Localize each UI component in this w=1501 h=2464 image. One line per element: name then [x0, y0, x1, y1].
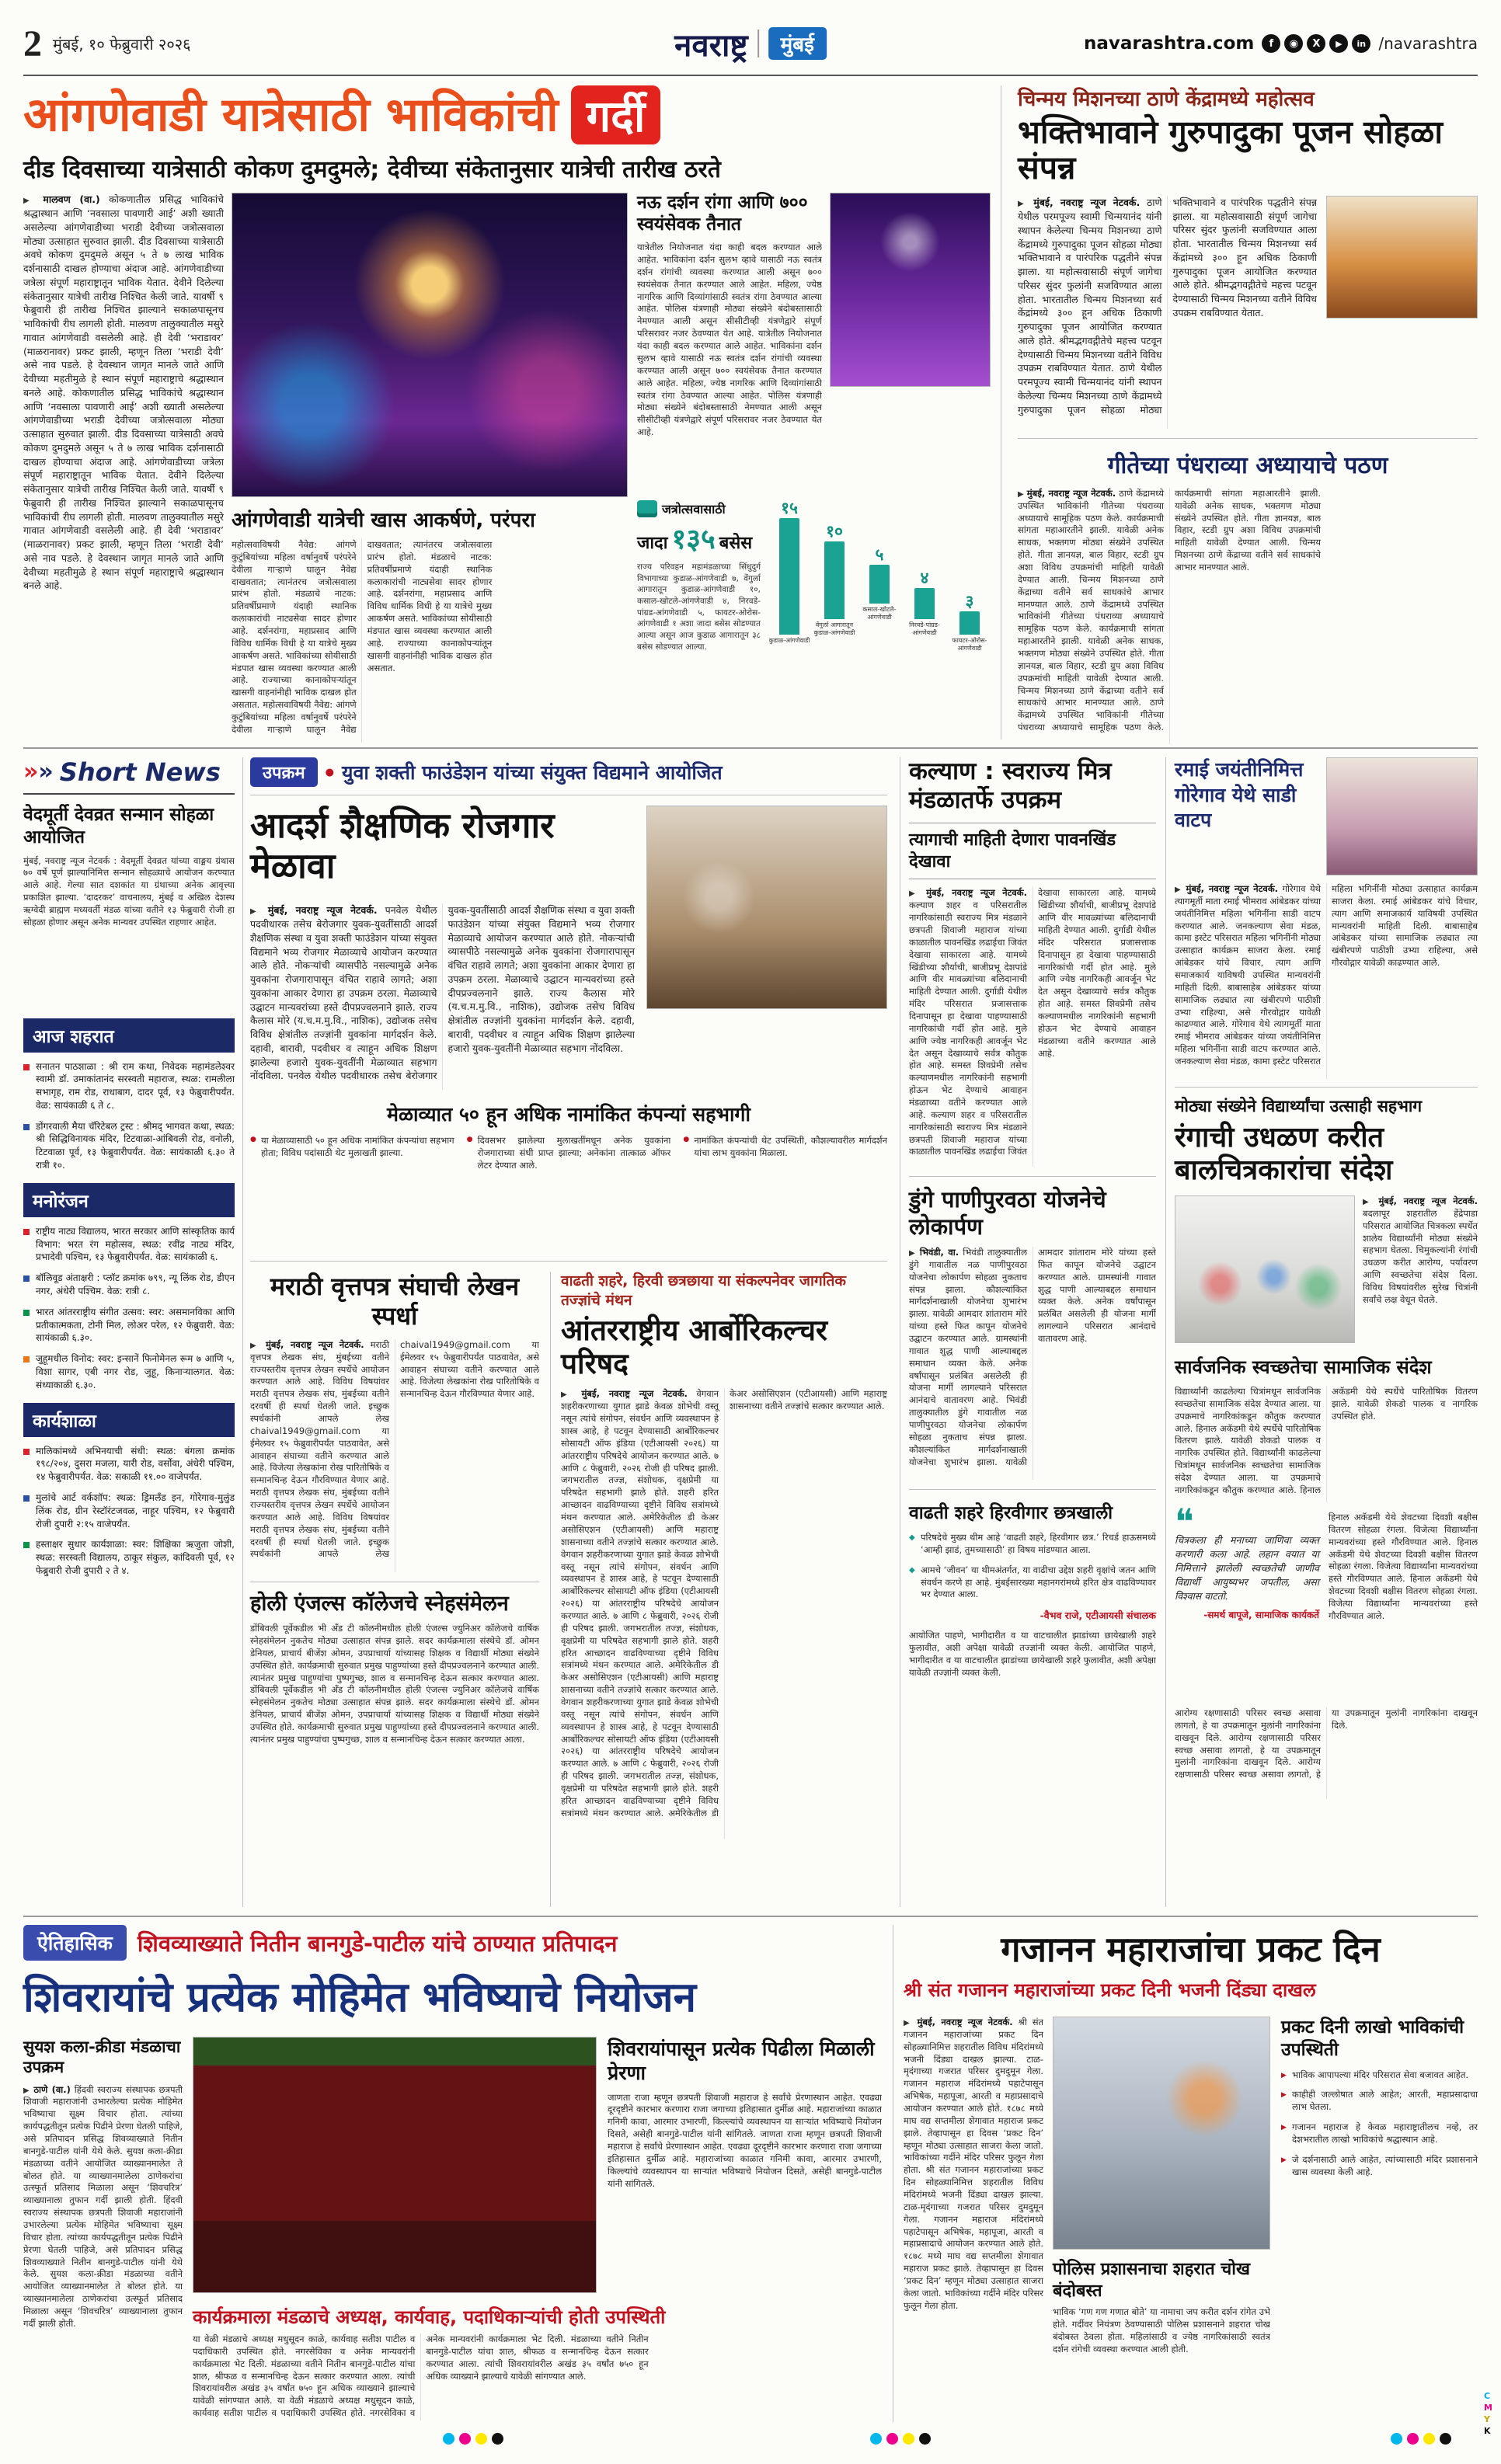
historic-center-column	[608, 2037, 882, 2288]
dateline: मुंबई, नवराष्ट्र न्यूज नेटवर्क.	[1378, 1195, 1478, 1206]
yellow-dot	[1423, 2433, 1435, 2445]
article-kicker: चिन्मय मिशनच्या ठाणे केंद्रामध्ये महोत्सव	[1018, 88, 1315, 111]
arbo-kicker: वाढती शहरे, हिरवी छत्रछाया या संकल्पनेवर जागतिक तज्ज्ञांचे मंथन	[561, 1272, 846, 1309]
gajanan-right-item: ▶ गजानन महाराज हे केवळ महाराष्ट्रातीलच नव्हे, तर देशभरातील लाखो भाविकांचे श्रद्धास्थान आहे.	[1281, 2121, 1478, 2146]
sidebar-article-headline: वेदमूर्ती देवव्रत सन्मान सोहळा आयोजित	[23, 805, 214, 847]
right-column	[1175, 757, 1478, 1907]
dateline: मुंबई, नवराष्ट्र न्यूज नेटवर्क.	[926, 887, 1028, 899]
jobs-headline: आदर्श शैक्षणिक रोजगार मेळावा	[250, 805, 555, 886]
linkedin-icon: in	[1352, 34, 1370, 53]
bullet-icon	[23, 1310, 30, 1316]
bullet-icon	[23, 1276, 30, 1282]
gajanan-body	[904, 2017, 1043, 2409]
chart-bar	[949, 593, 991, 670]
section-title-workshop: कार्यशाळा	[23, 1403, 235, 1437]
marathi-article	[250, 1272, 539, 1907]
bar-value-label: ५	[875, 545, 884, 564]
dateline: ठाणे (वा.)	[33, 2083, 71, 2095]
masthead	[23, 19, 1478, 68]
bullet-icon	[23, 1229, 30, 1235]
dateline: मुंबई, नवराष्ट्र न्यूज नेटवर्क.	[1186, 883, 1279, 894]
bar-rect	[869, 565, 890, 604]
jobs-tag-chip: उपक्रम	[250, 757, 318, 787]
arbo-box-item: ◆ परिषदेचे मुख्य थीम आहे ‘वाढती शहरे, हिरवीगार छत्र.’ रिचर्ड हाऊसमध्ये ‘आम्ही झाडं, तुमच्यासाठी’ हा विषय मांडण्यात आला.	[909, 1532, 1156, 1557]
jobs-photo	[646, 806, 887, 1009]
header-rule	[23, 75, 1478, 76]
divider	[909, 1489, 1156, 1490]
quote-mark-icon: ❝	[1175, 1500, 1194, 1543]
chinmay-article	[1018, 84, 1478, 740]
historic-side-headline: सुयश कला-क्रीडा मंडळाचा उपक्रम	[23, 2038, 181, 2077]
marathi-headline: मराठी वृत्तपत्र संघाची लेखन स्पर्धा	[270, 1272, 520, 1331]
black-dot	[919, 2433, 931, 2445]
list-item-text: मुलांचे आर्ट वर्कशॉप: स्थळ: ड्रिमलँड इन, गोरेगाव-मुलुंड लिंक रोड, ग्रीन रेस्टॉरंटजवळ, नाहूर पश्चिम, १२ फेब्रुवारी रोजी दुपारी २:१५ वाजेपर्यंत.	[36, 1492, 235, 1530]
swachh-headline: सार्वजनिक स्वच्छतेचा सामाजिक संदेश	[1175, 1356, 1432, 1378]
dateline: मुंबई, नवराष्ट्र न्यूज नेटवर्क.	[581, 1388, 688, 1400]
jobs-subhead: मेळाव्यात ५० हून अधिक नामांकित कंपन्यां सहभागी	[387, 1103, 750, 1126]
section-rule	[23, 1916, 1478, 1917]
arbo-box-item: ◆ आमचे ‘जीवन’ या थीमअंतर्गत, या वाढीचा उद्देश शहरी वृक्षांचे जतन आणि संवर्धन करणे हा आहे. मुंबईसारख्या महानगरांमध्ये हरित क्षेत्र वाढविण्यावर भर देण्यात आला.	[909, 1564, 1156, 1602]
cmyk-letter: M	[1484, 2403, 1492, 2413]
lead-body-text: कोकणातील प्रसिद्ध भाविकांचे श्रद्धास्थान आणि ‘नवसाला पावणारी आई’ अशी ख्याती असलेल्या आंगणेवाडीच्या भराडी देवीच्या जत्रोत्सवाला मोठ्या उत्साहात सुरुवात झाली. दीड दिवसाच्या यात्रेसाठी अवघे कोकण दुमदुमले असून ५ ते ७ लाख भाविक दर्शनासाठी दाखल होण्याचा अंदाज आहे. आंगणेवाडीच्या जत्रेला संपूर्ण महाराष्ट्रातून भाविक येतात. देवीने दिलेल्या संकेतानुसार यात्रेची तारीख निश्चित केली जाते. यावर्षी ९ फेब्रुवारी ही तारीख निश्चित झाल्याने सकाळपासूनच भाविकांची रीघ लागली होती. मालवण तालुक्यातील मसुरे गावात आंगणेवाडी वसलेली आहे. ही देवी ‘भराडावर’ (माळरानावर) प्रकट झाली, म्हणून तिला ‘भराडी देवी’ असे नाव पडले. हे देवस्थान जागृत मानले जाते आणि देवीच्या महतीमुळे हे स्थान संपूर्ण महाराष्ट्राचे श्रद्धास्थान बनले आहे. कोकणातील प्रसिद्ध भाविकांचे श्रद्धास्थान आणि ‘नवसाला पावणारी आई’ अशी ख्याती असलेल्या आंगणेवाडीच्या भराडी देवीच्या जत्रोत्सवाला मोठ्या उत्साहात सुरुवात झाली. दीड दिवसाच्या यात्रेसाठी अवघे कोकण दुमदुमले असून ५ ते ७ लाख भाविक दर्शनासाठी दाखल होण्याचा अंदाज आहे. आंगणेवाडीच्या जत्रेला संपूर्ण महाराष्ट्रातून भाविक येतात. देवीने दिलेल्या संकेतानुसार यात्रेची तारीख निश्चित केली जाते. यावर्षी ९ फेब्रुवारी ही तारीख निश्चित झाल्याने सकाळपासूनच भाविकांची रीघ लागली होती. मालवण तालुक्यातील मसुरे गावात आंगणेवाडी वसलेली आहे. ही देवी ‘भराडावर’ (माळरानावर) प्रकट झाली, म्हणून तिला ‘भराडी देवी’ असे नाव पडले. हे देवस्थान जागृत मानले जाते आणि देवीच्या महतीमुळे हे स्थान संपूर्ण महाराष्ट्राचे श्रद्धास्थान बनले आहे.	[23, 193, 224, 592]
historic-center-body: जाणता राजा म्हणून छत्रपती शिवाजी महाराज हे सर्वांचे प्रेरणास्थान आहेत. एवढ्या दूरदृष्टीने कारभार करणारा राजा जगाच्या इतिहासात दुर्मीळ आहे. महाराजांच्या काळात गनिमी कावा, आरमार उभारणी, किल्ल्यांचे व्यवस्थापन या साऱ्यांत भविष्याचे नियोजन दिसते, असेही बानगुडे-पाटील यांनी सांगितले. जाणता राजा म्हणून छत्रपती शिवाजी महाराज हे सर्वांचे प्रेरणास्थान आहेत. एवढ्या दूरदृष्टीने कारभार करणारा राजा जगाच्या इतिहासात दुर्मीळ आहे. महाराजांच्या काळात गनिमी कावा, आरमार उभारणी, किल्ल्यांचे व्यवस्थापन या साऱ्यांत भविष्याचे नियोजन दिसते, असेही बानगुडे-पाटील यांनी सांगितले.	[608, 2091, 882, 2189]
bar-rect	[779, 518, 799, 635]
bullet-icon	[23, 1064, 30, 1070]
cmyk-letter: Y	[1484, 2414, 1490, 2424]
historic-kicker: शिवव्याख्याते नितीन बानगुडे-पाटील यांचे ठाण्यात प्रतिपादन	[137, 1930, 618, 1957]
historic-side-body-text: हिंदवी स्वराज्य संस्थापक छत्रपती शिवाजी महाराजांनी उभारलेल्या प्रत्येक मोहिमेत भविष्याचा सूक्ष्म विचार होता. त्यांच्या कार्यपद्धतीतून प्रत्येक पिढीने प्रेरणा घेतली पाहिजे, असे प्रतिपादन प्रसिद्ध शिवव्याख्याते नितीन बानगुडे-पाटील यांनी येथे केले. सुयश कला-क्रीडा मंडळाच्या वतीने आयोजित व्याख्यानमालेत ते बोलत होते. या व्याख्यानमालेला ठाणेकरांचा उत्स्फूर्त प्रतिसाद मिळाला असून ‘शिवचरित्र’ व्याख्यानाला तुफान गर्दी झाली होती. हिंदवी स्वराज्य संस्थापक छत्रपती शिवाजी महाराजांनी उभारलेल्या प्रत्येक मोहिमेत भविष्याचा सूक्ष्म विचार होता. त्यांच्या कार्यपद्धतीतून प्रत्येक पिढीने प्रेरणा घेतली पाहिजे, असे प्रतिपादन प्रसिद्ध शिवव्याख्याते नितीन बानगुडे-पाटील यांनी येथे केले. सुयश कला-क्रीडा मंडळाच्या वतीने आयोजित व्याख्यानमालेत ते बोलत होते. या व्याख्यानमालेला ठाणेकरांचा उत्स्फूर्त प्रतिसाद मिळाला असून ‘शिवचरित्र’ व्याख्यानाला तुफान गर्दी झाली होती.	[23, 2083, 183, 2329]
gajanan-right-headline: प्रकट दिनी लाखो भाविकांची उपस्थिती	[1281, 2017, 1464, 2060]
list-item-text: मालिकांमध्ये अभिनयाची संधी: स्थळ: बंगला क्रमांक १९८/२०४, दुसरा मजला, यारी रोड, वर्सोवा, अंधेरी पश्चिम, १४ फेब्रुवारीपर्यंत. वेळ: सकाळी ११.०० वाजेपर्यंत.	[36, 1445, 235, 1483]
dateline: मालवण (वा.)	[43, 193, 100, 205]
sidebar-article-body: मुंबई, नवराष्ट्र न्यूज नेटवर्क : वेदमूर्ती देवव्रत यांच्या वाङ्मय ग्रंथास ७० वर्षे पूर्ण झाल्यानिमित्त सन्मान सोहळ्याचे आयोजन करण्यात आले आहे. गेल्या सात दशकांत या ग्रंथाच्या अनेक आवृत्त्या प्रकाशित झाल्या. ‘दादरकर’ वाचनालय, मुंबई व अखिल देशस्थ ऋग्वेदी ब्राह्मण मध्यवर्ती मंडळ यांच्या वतीने १३ फेब्रुवारी रोजी हा सोहळा होणार असून अनेक मान्यवर उपस्थित राहणार आहेत.	[23, 854, 235, 927]
historic-bottom-body: या वेळी मंडळाचे अध्यक्ष मधुसूदन काळे, कार्यवाह सतीश पाटील व पदाधिकारी उपस्थित होते. नगरसेविका व अनेक मान्यवरांनी कार्यक्रमाला भेट दिली. मंडळाच्या वतीने नितीन बानगुडे-पाटील यांचा शाल, श्रीफळ व सन्मानचिन्ह देऊन सत्कार करण्यात आला. त्यांची शिवरायांवरील अखंड ३५ वर्षांत ७५० हून अधिक व्याख्याने झाल्याचे यावेळी सांगण्यात आले. या वेळी मंडळाचे अध्यक्ष मधुसूदन काळे, कार्यवाह सतीश पाटील व पदाधिकारी उपस्थित होते. नगरसेविका व अनेक मान्यवरांनी कार्यक्रमाला भेट दिली. मंडळाच्या वतीने नितीन बानगुडे-पाटील यांचा शाल, श्रीफळ व सन्मानचिन्ह देऊन सत्कार करण्यात आला. त्यांची शिवरायांवरील अखंड ३५ वर्षांत ७५० हून अधिक व्याख्याने झाल्याचे यावेळी सांगण्यात आले.	[193, 2333, 649, 2419]
bar-rect	[959, 611, 980, 635]
lead-photo-temple	[232, 193, 628, 497]
gajanan-right-column	[1281, 2017, 1478, 2187]
lead-headline-row	[23, 84, 991, 146]
list-item	[23, 1225, 235, 1264]
dunge-body-text: भिवंडी तालुक्यातील डुंगे गावातील नळ पाणीपुरवठा योजनेचा लोकार्पण सोहळा नुकताच संपन्न झाला. कौशल्यांकित मार्गदर्शनाखाली योजनेचा शुभारंभ झाला. यावेळी आमदार शांताराम मोरे यांच्या हस्ते फित कापून योजनेचे उद्घाटन करण्यात आले. ग्रामस्थांनी गावात शुद्ध पाणी आल्याबद्दल समाधान व्यक्त केले. अनेक वर्षांपासून प्रलंबित असलेली ही योजना मार्गी लागल्याने परिसरात आनंदाचे वातावरण आहे. भिवंडी तालुक्यातील डुंगे गावातील नळ पाणीपुरवठा योजनेचा लोकार्पण सोहळा नुकताच संपन्न झाला. कौशल्यांकित मार्गदर्शनाखाली योजनेचा शुभारंभ झाला. यावेळी आमदार शांताराम मोरे यांच्या हस्ते फित कापून योजनेचे उद्घाटन करण्यात आले. ग्रामस्थांनी गावात शुद्ध पाणी आल्याबद्दल समाधान व्यक्त केले. अनेक वर्षांपासून प्रलंबित असलेली ही योजना मार्गी लागल्याने परिसरात आनंदाचे वातावरण आहे.	[909, 1246, 1156, 1467]
list-item-text: भारत आंतरराष्ट्रीय संगीत उत्सव: स्वर: असमानविका आणि प्रतीकात्मकता, टोनी मिल, लोअर परेल, १२ फेब्रुवारी. वेळ: सायंकाळी ६.३०.	[36, 1306, 235, 1344]
lead-headline: आंगणेवाडी यात्रेसाठी भाविकांची	[23, 87, 559, 142]
bar-category-label: निरवडे-पांग्रड-आंगणेवाडी	[909, 621, 940, 636]
gajanan-right-item: ▶ जे दर्शनासाठी आले आहेत, त्यांच्यासाठी मंदिर प्रशासनाने खास व्यवस्था केली आहे.	[1281, 2154, 1478, 2179]
gajanan-article	[904, 1925, 1478, 2422]
marathi-body	[250, 1339, 539, 1572]
short-news-header	[23, 757, 235, 795]
bar-category-label: वेंगुर्ला आगारातून कुडाळ-आंगणेवाडी	[813, 621, 855, 636]
yellow-dot	[475, 2433, 487, 2445]
arbo-article	[561, 1272, 887, 1907]
bullet-item: ● या मेळाव्यासाठी ५० हून अधिक नामांकित कंपन्यांचा सहभाग होता; विविध पदांसाठी थेट मुलाखती झाल्या.	[250, 1135, 454, 1251]
rang-headline: रंगाची उधळण करीत बालचित्रकारांचा संदेश	[1175, 1122, 1393, 1187]
bar-value-label: १०	[826, 522, 843, 541]
divider	[1018, 438, 1478, 439]
arbo-box-attribution: -वैभव राजे, एटीआयसी संचालक	[1040, 1610, 1156, 1622]
ramai-article	[1175, 757, 1478, 875]
bus-icon	[637, 500, 657, 517]
gajanan-headline: गजानन महाराजांचा प्रकट दिन	[1001, 1929, 1381, 1970]
dateline: भिवंडी, वा.	[919, 1246, 959, 1258]
cyan-dot	[443, 2433, 454, 2445]
divider	[1175, 1087, 1478, 1088]
magenta-dot	[459, 2433, 471, 2445]
x-icon: X	[1307, 34, 1325, 53]
section-title-today: आज शहरात	[23, 1018, 235, 1053]
lead-story	[23, 84, 991, 740]
bar-value-label: ३	[965, 592, 974, 611]
arbo-theme-box	[909, 1499, 1156, 1723]
bullet-icon	[23, 1449, 30, 1455]
chart-title-post: बसेस	[719, 534, 753, 553]
list-item	[23, 1445, 235, 1484]
rang-body	[1363, 1195, 1478, 1343]
jobs-body-text: पनवेल येथील पदवीधारक तसेच बेरोजगार युवक-युवतींसाठी आदर्श शैक्षणिक संस्था व युवा शक्ती फाउंडेशन यांच्या संयुक्त विद्यमाने भव्य रोजगार मेळाव्याचे आयोजन करण्यात आले होते. नोकऱ्यांची व्यासपीठे नसल्यामुळे अनेक युवकांना रोजगारापासून वंचित राहावे लागते; अशा युवकांना आकार देणारा हा उपक्रम ठरला. मेळाव्याचे उद्घाटन मान्यवरांच्या हस्ते दीपप्रज्वलनाने झाले. राज्य कैलास मोरे (य.च.म.मु.वि., नाशिक), उद्योजक तसेच विविध क्षेत्रांतील तज्ज्ञांनी युवकांना मार्गदर्शन केले. दहावी, बारावी, पदवीधर व त्याहून अधिक शिक्षण झालेल्या हजारो युवक-युवतींनी मेळाव्यात सहभाग नोंदविला. पनवेल येथील पदवीधारक तसेच बेरोजगार युवक-युवतींसाठी आदर्श शैक्षणिक संस्था व युवा शक्ती फाउंडेशन यांच्या संयुक्त विद्यमाने भव्य रोजगार मेळाव्याचे आयोजन करण्यात आले होते. नोकऱ्यांची व्यासपीठे नसल्यामुळे अनेक युवकांना रोजगारापासून वंचित राहावे लागते; अशा युवकांना आकार देणारा हा उपक्रम ठरला. मेळाव्याचे उद्घाटन मान्यवरांच्या हस्ते दीपप्रज्वलनाने झाले. राज्य कैलास मोरे (य.च.म.मु.वि., नाशिक), उद्योजक तसेच विविध क्षेत्रांतील तज्ज्ञांनी युवकांना मार्गदर्शन केले. दहावी, बारावी, पदवीधर व त्याहून अधिक शिक्षण झालेल्या हजारो युवक-युवतींनी मेळाव्यात सहभाग नोंदविला.	[250, 904, 635, 1082]
kids-photo	[1175, 1195, 1355, 1343]
list-item	[23, 1491, 235, 1530]
divider	[909, 1176, 1156, 1177]
facebook-icon: f	[1262, 34, 1280, 53]
arbo-box-tail: आयोजित पाहणे, भागीदारीत व या वाटचालीत झाडांच्या छायेखाली शहरे फुलावीत, अशी अपेक्षा यावेळी तज्ज्ञांनी व्यक्त केली. आयोजित पाहणे, भागीदारीत व या वाटचालीत झाडांच्या छायेखाली शहरे फुलावीत, अशी अपेक्षा यावेळी तज्ज्ञांनी व्यक्त केली.	[909, 1630, 1156, 1678]
list-item	[23, 1352, 235, 1391]
lead-features	[232, 505, 628, 743]
volunteers-block	[637, 193, 822, 453]
gajanan-right-item: ▶ काहीही जल्लोषात आले आहेत; आरती, महाप्रसादाचा लाभ घेतला.	[1281, 2089, 1478, 2114]
bullet-icon	[23, 1124, 30, 1130]
dateline: मुंबई, नवराष्ट्र न्यूज नेटवर्क.	[265, 1338, 364, 1350]
kalyan-body	[909, 887, 1156, 1167]
holi-headline: होली एंजल्स कॉलेजचे स्नेहसंमेलन	[250, 1591, 509, 1616]
today-list	[23, 1060, 235, 1172]
bar-category-label: फायटर-ओरोस-आंगणेवाडी	[952, 637, 987, 652]
instagram-icon: ◉	[1284, 34, 1303, 53]
registration-dots	[443, 2433, 503, 2445]
swachh-tail: हिनाल अकॅडमी येथे शेवटच्या दिवशी बक्षीस वितरण सोहळा रंगला. विजेत्या विद्यार्थ्यांना मान्यवरांच्या हस्ते गौरविण्यात आले. हिनाल अकॅडमी येथे शेवटच्या दिवशी बक्षीस वितरण सोहळा रंगला. विजेत्या विद्यार्थ्यांना मान्यवरांच्या हस्ते गौरविण्यात आले. हिनाल अकॅडमी येथे शेवटच्या दिवशी बक्षीस वितरण सोहळा रंगला. विजेत्या विद्यार्थ्यांना मान्यवरांच्या हस्ते गौरविण्यात आले.	[1329, 1511, 1478, 1621]
bar-category-label: कसाल-खोटले-आंगणेवाडी	[862, 606, 897, 621]
website-url: navarashtra.com	[1084, 33, 1255, 54]
brand-logo: नवराष्ट्र	[674, 27, 748, 64]
bullet-item: ● दिवसभर झालेल्या मुलाखतींमधून अनेक युवकांना रोजगाराच्या संधी प्राप्त झाल्या; अनेकांना तात्काळ ऑफर लेटर देण्यात आले.	[467, 1135, 671, 1251]
article-headline: भक्तिभावाने गुरुपादुका पूजन सोहळा संपन्न	[1018, 113, 1443, 186]
kalyan-body-text: कल्याण शहर व परिसरातील नागरिकांसाठी स्वराज्य मित्र मंडळाने छत्रपती शिवाजी महाराज यांच्या काळातील पावनखिंड लढाईचा जिवंत देखावा साकारला आहे. यामध्ये खिंडीच्या शौर्याची, बाजीप्रभू देशपांडे आणि वीर मावळ्यांच्या बलिदानाची माहिती देण्यात आली. दुर्गाडी येथील मंदिर परिसरात प्रजासत्ताक दिनापासून हा देखावा पाहण्यासाठी नागरिकांची गर्दी होत आहे. मुले आणि ज्येष्ठ नागरिकही आवर्जून भेट देत असून देखाव्याचे सर्वत्र कौतुक होत आहे. समस्त शिवप्रेमी तसेच कल्याणमधील नागरिकांनी सहभागी होऊन भेट देण्याचे आवाहन मंडळाच्या वतीने करण्यात आले आहे. कल्याण शहर व परिसरातील नागरिकांसाठी स्वराज्य मित्र मंडळाने छत्रपती शिवाजी महाराज यांच्या काळातील पावनखिंड लढाईचा जिवंत देखावा साकारला आहे. यामध्ये खिंडीच्या शौर्याची, बाजीप्रभू देशपांडे आणि वीर मावळ्यांच्या बलिदानाची माहिती देण्यात आली. दुर्गाडी येथील मंदिर परिसरात प्रजासत्ताक दिनापासून हा देखावा पाहण्यासाठी नागरिकांची गर्दी होत आहे. मुले आणि ज्येष्ठ नागरिकही आवर्जून भेट देत असून देखाव्याचे सर्वत्र कौतुक होत आहे. समस्त शिवप्रेमी तसेच कल्याणमधील नागरिकांनी सहभागी होऊन भेट देण्याचे आवाहन मंडळाच्या वतीने करण्यात आले आहे.	[909, 887, 1156, 1157]
kalyan-column	[909, 757, 1156, 1907]
cmyk-letter: C	[1484, 2391, 1491, 2401]
rang-kicker: मोठ्या संख्येने विद्यार्थ्यांचा उत्साही सहभाग	[1175, 1097, 1423, 1115]
cmyk-letter: K	[1484, 2426, 1491, 2436]
gajanan-right-item: ▶ भाविक आपापल्या मंदिर परिसरात सेवा बजावत आहेत.	[1281, 2069, 1478, 2082]
list-item-text: हस्ताक्षर सुधार कार्यशाळा: स्वर: शिक्षिका ऋजुता जोशी, स्थळ: सरस्वती विद्यालय, ठाकूर संकुल, कांदिवली पूर्व, १२ फेब्रुवारी रोजी दुपारी २ ते ४.	[36, 1539, 235, 1577]
list-item-text: डोंगरवाली मैया चॅरिटेबल ट्रस्ट : श्रीमद् भागवत कथा, स्थळ: श्री सिद्धिविनायक मंदिर, टिटवाळा-आंबिवली रोड, वनोली, टिटवाळा पूर्व, १३ फेब्रुवारीपर्यंत. वेळ: सायंकाळी ६.३० ते रात्री १०.	[36, 1120, 235, 1171]
jobs-kicker-row	[250, 757, 887, 795]
bar-rect	[914, 588, 935, 619]
dunge-body	[909, 1247, 1156, 1480]
bullet-item: ● नामांकित कंपन्यांची थेट उपस्थिती, कौशल्यावरील मार्गदर्शन यांचा लाभ युवकांना मिळाला.	[683, 1135, 887, 1251]
dateline: मुंबई, नवराष्ट्र न्यूज नेटवर्क.	[917, 2017, 1013, 2027]
divider	[250, 1261, 887, 1262]
bottom-band	[23, 1925, 1478, 2422]
cyan-dot	[870, 2433, 882, 2445]
lead-body-col	[23, 193, 224, 736]
divider	[1165, 757, 1166, 1907]
section-rule	[23, 747, 1478, 749]
registration-dots	[870, 2433, 931, 2445]
bullet-icon	[23, 1356, 30, 1363]
gajanan-police-block	[1053, 2259, 1270, 2415]
short-news-title: Short News	[59, 757, 221, 787]
sidebar	[23, 757, 235, 1907]
historic-side-body	[23, 2084, 183, 2418]
gajanan-red-subhead: श्री संत गजानन महाराजांच्या प्रकट दिनी भजनी दिंड्या दाखल	[904, 1979, 1316, 2001]
chart-bar	[768, 500, 810, 670]
ramai-body	[1175, 883, 1478, 1079]
chart-side-text: राज्य परिवहन महामंडळाच्या सिंधुदुर्ग विभागाच्या कुडाळ-आंगणेवाडी ७, वेंगुर्ला आगारातून कुडाळ-आंगणेवाडी १०, कसाल-खोटले-आंगणेवाडी ४, निरवडे-पांग्रड-आंगणेवाडी ५, फायटर-ओरोस-आंगणेवाडी १ अशा जादा बसेस सोडण्यात आल्या असून आज कुडाळ आगारातून ३८ बसेस सोडण्यात आल्या.	[637, 562, 761, 652]
historic-headline: शिवरायांचे प्रत्येक मोहिमेत भविष्याचे नियोजन	[23, 1974, 697, 2021]
ramai-body-text: गोरेगाव येथे त्यागमूर्ती माता रमाई भीमराव आंबेडकर यांच्या जयंतीनिमित्त महिला भगिनींना साडी वाटप करण्यात आले. जनकल्याण सेवा मंडळ, कामा इस्टेट परिसरात महिला भगिनींनी मोठ्या उत्साहात कार्यक्रम साजरा केला. रमाई आंबेडकर यांचे विचार, त्याग आणि समाजकार्य याविषयी उपस्थित मान्यवरांनी माहिती दिली. बाबासाहेब आंबेडकर यांच्या सामाजिक लढ्यात त्या खंबीरपणे पाठीशी उभ्या राहिल्या, असे गौरवोद्गार यावेळी काढण्यात आले. गोरेगाव येथे त्यागमूर्ती माता रमाई भीमराव आंबेडकर यांच्या जयंतीनिमित्त महिला भगिनींना साडी वाटप करण्यात आले. जनकल्याण सेवा मंडळ, कामा इस्टेट परिसरात महिला भगिनींनी मोठ्या उत्साहात कार्यक्रम साजरा केला. रमाई आंबेडकर यांचे विचार, त्याग आणि समाजकार्य याविषयी उपस्थित मान्यवरांनी माहिती दिली. बाबासाहेब आंबेडकर यांच्या सामाजिक लढ्यात त्या खंबीरपणे पाठीशी उभ्या राहिल्या, असे गौरवोद्गार यावेळी काढण्यात आले.	[1175, 883, 1478, 1067]
masthead-right	[1084, 33, 1478, 54]
procession-photo	[1053, 2017, 1270, 2250]
list-item	[23, 1306, 235, 1345]
ramai-kicker: रमाई जयंतीनिमित्त गोरेगाव येथे साडी वाटप	[1175, 758, 1304, 831]
holi-body: डोंबिवली पूर्वेकडील भी अँड टी कॉलनीमधील होली एंजल्स ज्युनिअर कॉलेजचे वार्षिक स्नेहसंमेलन नुकतेच मोठ्या उत्साहात संपन्न झाले. सदर कार्यक्रमाला संस्थेचे डॉ. ओमन डेनियल, प्राचार्य बीजेंश ओमन, उपप्राचार्या यांच्यासह शिक्षक व विद्यार्थी मोठ्या संख्येने उपस्थित होते. कार्यक्रमाची सुरुवात प्रमुख पाहुण्यांच्या हस्ते दीपप्रज्वलनाने करण्यात आली. त्यानंतर प्रमुख पाहुण्यांचा पुष्पगुच्छ, शाल व सन्मानचिन्ह देऊन सत्कार करण्यात आला. डोंबिवली पूर्वेकडील भी अँड टी कॉलनीमधील होली एंजल्स ज्युनिअर कॉलेजचे वार्षिक स्नेहसंमेलन नुकतेच मोठ्या उत्साहात संपन्न झाले. सदर कार्यक्रमाला संस्थेचे डॉ. ओमन डेनियल, प्राचार्य बीजेंश ओमन, उपप्राचार्या यांच्यासह शिक्षक व विद्यार्थी मोठ्या संख्येने उपस्थित होते. कार्यक्रमाची सुरुवात प्रमुख पाहुण्यांच्या हस्ते दीपप्रज्वलनाने करण्यात आली. त्यानंतर प्रमुख पाहुण्यांचा पुष्पगुच्छ, शाल व सन्मानचिन्ह देऊन सत्कार करण्यात आला.	[250, 1623, 539, 1745]
list-item-text: सनातन पाठशाळा : श्री राम कथा, निवेदक महामंडलेश्वर स्वामी डॉ. उमाकांतानंद सरस्वती महाराज, स्थळ: रामलीला सभागृह, राम रोड, राधाबाग, दादर पूर्व, १३ फेब्रुवारीपर्यंत. वेळ: सायंकाळी ६ ते ८.	[36, 1060, 235, 1111]
chart-left	[637, 500, 761, 733]
gajanan-body-text: श्री संत गजानन महाराजांच्या प्रकट दिन सोहळ्यानिमित्त शहरातील विविध मंदिरांमध्ये भजनी दिंड्या दाखल झाल्या. टाळ-मृदंगाच्या गजरात परिसर दुमदुमून गेला. गजानन महाराज मंदिरांमध्ये पहाटेपासून अभिषेक, महापूजा, आरती व महाप्रसादाचे आयोजन करण्यात आले होते. १८७८ मध्ये माघ वद्य सप्तमीला शेगावात महाराज प्रकट झाले. तेव्हापासून हा दिवस ‘प्रकट दिन’ म्हणून मोठ्या उत्साहात साजरा केला जातो. भाविकांच्या गर्दीने मंदिर परिसर फुलून गेला होता. श्री संत गजानन महाराजांच्या प्रकट दिन सोहळ्यानिमित्त शहरातील विविध मंदिरांमध्ये भजनी दिंड्या दाखल झाल्या. टाळ-मृदंगाच्या गजरात परिसर दुमदुमून गेला. गजानन महाराज मंदिरांमध्ये पहाटेपासून अभिषेक, महापूजा, आरती व महाप्रसादाचे आयोजन करण्यात आले होते. १८७८ मध्ये माघ वद्य सप्तमीला शेगावात महाराज प्रकट झाले. तेव्हापासून हा दिवस ‘प्रकट दिन’ म्हणून मोठ्या उत्साहात साजरा केला जातो. भाविकांच्या गर्दीने मंदिर परिसर फुलून गेला होता.	[904, 2017, 1043, 2311]
dunge-headline: डुंगे पाणीपुरवठा योजनेचे लोकार्पण	[909, 1186, 1106, 1241]
arbo-headline: आंतरराष्ट्रीय आर्बोरिकल्चर परिषद	[561, 1314, 828, 1380]
saint-photo	[1326, 196, 1478, 318]
sub-article-body	[1018, 488, 1478, 744]
jobs-article	[250, 757, 887, 1907]
chart-bar	[813, 524, 855, 654]
bullet-icon	[23, 1542, 30, 1548]
city-chip: मुंबई	[768, 27, 827, 60]
black-dot	[492, 2433, 503, 2445]
list-item	[23, 1060, 235, 1112]
lead-photo-canopy	[830, 193, 991, 387]
list-item-text: जुहूमधील विनोद: स्वर: इन्सानें फिनोमेनल रूम ७ आणि ५, विशा सागर, एबी नगर रोड, जुहू, किनाऱ्यालगत. वेळ: संध्याकाळी ६.३०.	[36, 1353, 235, 1390]
social-handle: /navarashtra	[1378, 34, 1478, 53]
dateline: मुंबई, नवराष्ट्र न्यूज नेटवर्क.	[267, 904, 378, 916]
quote-text: चित्रकला ही मनाच्या जाणिवा व्यक्त करणारी कला आहे. लहान वयात या निमित्ताने झालेली स्वच्छतेची जाणीव विद्यार्थी आयुष्यभर जपतील, असा विश्वास वाटतो.	[1175, 1533, 1319, 1603]
dateline: मुंबई, नवराष्ट्र न्यूज नेटवर्क.	[1026, 487, 1116, 499]
entertainment-list	[23, 1225, 235, 1392]
bullet-icon	[23, 1495, 30, 1502]
quote-row	[1175, 1500, 1478, 1698]
divider	[550, 1272, 551, 1907]
jobs-bullets	[250, 1135, 887, 1251]
quote-block	[1175, 1500, 1319, 1698]
sub-article-body-text: ठाणे केंद्रामध्ये उपस्थित भाविकांनी गीतेच्या पंधराव्या अध्यायाचे सामूहिक पठण केले. कार्यक्रमाची सांगता महाआरतीने झाली. यावेळी अनेक साधक, भक्तगण मोठ्या संख्येने उपस्थित होते. गीता ज्ञानयज्ञ, बाल विहार, स्टडी ग्रुप अशा विविध उपक्रमांची माहिती यावेळी देण्यात आली. चिन्मय मिशनच्या ठाणे केंद्राच्या वतीने सर्व साधकांचे आभार मानण्यात आले. ठाणे केंद्रामध्ये उपस्थित भाविकांनी गीतेच्या पंधराव्या अध्यायाचे सामूहिक पठण केले. कार्यक्रमाची सांगता महाआरतीने झाली. यावेळी अनेक साधक, भक्तगण मोठ्या संख्येने उपस्थित होते. गीता ज्ञानयज्ञ, बाल विहार, स्टडी ग्रुप अशा विविध उपक्रमांची माहिती यावेळी देण्यात आली. चिन्मय मिशनच्या ठाणे केंद्राच्या वतीने सर्व साधकांचे आभार मानण्यात आले. ठाणे केंद्रामध्ये उपस्थित भाविकांनी गीतेच्या पंधराव्या अध्यायाचे सामूहिक पठण केले. कार्यक्रमाची सांगता महाआरतीने झाली. यावेळी अनेक साधक, भक्तगण मोठ्या संख्येने उपस्थित होते. गीता ज्ञानयज्ञ, बाल विहार, स्टडी ग्रुप अशा विविध उपक्रमांची माहिती यावेळी देण्यात आली. चिन्मय मिशनच्या ठाणे केंद्राच्या वतीने सर्व साधकांचे आभार मानण्यात आले.	[1018, 487, 1321, 733]
swachh-body: विद्यार्थ्यांनी काढलेल्या चित्रांमधून सार्वजनिक स्वच्छतेचा सामाजिक संदेश देण्यात आला. या उपक्रमाचे नागरिकांकडून कौतुक करण्यात आले. हिनाल अकॅडमी येथे स्पर्धेचे पारितोषिक वितरण झाले. यावेळी शेकडो पालक व नागरिक उपस्थित होते. विद्यार्थ्यांनी काढलेल्या चित्रांमधून सार्वजनिक स्वच्छतेचा सामाजिक संदेश देण्यात आला. या उपक्रमाचे नागरिकांकडून कौतुक करण्यात आले. हिनाल अकॅडमी येथे स्पर्धेचे पारितोषिक वितरण झाले. यावेळी शेकडो पालक व नागरिक उपस्थित होते.	[1175, 1385, 1478, 1495]
historic-bottom-kicker: कार्यक्रमाला मंडळाचे अध्यक्ष, कार्यवाह, पदाधिकाऱ्यांची होती उपस्थिती	[193, 2306, 666, 2328]
historic-kicker-row	[23, 1925, 882, 1961]
short-news-icon: »»	[23, 758, 54, 785]
list-item	[23, 1538, 235, 1577]
arbo-box-headline: वाढती शहरे हिरवीगार छत्रखाली	[909, 1502, 1113, 1523]
kicker-dot-icon: ●	[325, 766, 334, 778]
marathi-body-text: मराठी वृत्तपत्र लेखक संघ, मुंबईच्या वतीने राज्यस्तरीय वृत्तपत्र लेखन स्पर्धेचे आयोजन करण्यात आले आहे. विविध विषयांवर मराठी वृत्तपत्र लेखक संघ, मुंबईच्या वतीने दरवर्षी ही स्पर्धा घेतली जाते. इच्छुक स्पर्धकांनी आपले लेख chaival1949@gmail.com या ईमेलवर १५ फेब्रुवारीपर्यंत पाठवावेत, असे आवाहन संघाच्या वतीने करण्यात आले आहे. विजेत्या लेखकांना रोख पारितोषिके व सन्मानचिन्ह देऊन गौरविण्यात येणार आहे. मराठी वृत्तपत्र लेखक संघ, मुंबईच्या वतीने राज्यस्तरीय वृत्तपत्र लेखन स्पर्धेचे आयोजन करण्यात आले आहे. विविध विषयांवर मराठी वृत्तपत्र लेखक संघ, मुंबईच्या वतीने दरवर्षी ही स्पर्धा घेतली जाते. इच्छुक स्पर्धकांनी आपले लेख chaival1949@gmail.com या ईमेलवर १५ फेब्रुवारीपर्यंत पाठवावेत, असे आवाहन संघाच्या वतीने करण्यात आले आहे. विजेत्या लेखकांना रोख पारितोषिके व सन्मानचिन्ह देऊन गौरविण्यात येणार आहे.	[250, 1338, 539, 1560]
section-title-entertainment: मनोरंजन	[23, 1183, 235, 1217]
chart-bars	[768, 500, 991, 733]
historic-tag-chip: ऐतिहासिक	[23, 1925, 127, 1961]
volunteers-headline: नऊ दर्शन रांगा आणि ७०० स्वयंसेवक तैनात	[637, 193, 808, 235]
black-dot	[1440, 2433, 1451, 2445]
arbo-body-text: वेगवान शहरीकरणाच्या युगात झाडे केवळ शोभेची वस्तू नसून त्यांचे संगोपन, संवर्धन आणि व्यवस्थापन हे शास्त्र आहे, हे पटवून देण्यासाठी आर्बोरिकल्चर सोसायटी ऑफ इंडिया (एटीआयसी २०२६) या आंतरराष्ट्रीय परिषदेचे आयोजन करण्यात आले. ७ आणि ८ फेब्रुवारी, २०२६ रोजी ही परिषद झाली. जगभरातील तज्ज्ञ, संशोधक, वृक्षप्रेमी या परिषदेत सहभागी झाले होते. शहरी हरित आच्छादन वाढविण्याच्या दृष्टीने विविध सत्रांमध्ये मंथन करण्यात आले. अमेरिकेतील डी केअर असोसिएशन (एटीआयसी) आणि महाराष्ट्र शासनाच्या वतीने तज्ज्ञांचे सत्कार करण्यात आले. वेगवान शहरीकरणाच्या युगात झाडे केवळ शोभेची वस्तू नसून त्यांचे संगोपन, संवर्धन आणि व्यवस्थापन हे शास्त्र आहे, हे पटवून देण्यासाठी आर्बोरिकल्चर सोसायटी ऑफ इंडिया (एटीआयसी २०२६) या आंतरराष्ट्रीय परिषदेचे आयोजन करण्यात आले. ७ आणि ८ फेब्रुवारी, २०२६ रोजी ही परिषद झाली. जगभरातील तज्ज्ञ, संशोधक, वृक्षप्रेमी या परिषदेत सहभागी झाले होते. शहरी हरित आच्छादन वाढविण्याच्या दृष्टीने विविध सत्रांमध्ये मंथन करण्यात आले. अमेरिकेतील डी केअर असोसिएशन (एटीआयसी) आणि महाराष्ट्र शासनाच्या वतीने तज्ज्ञांचे सत्कार करण्यात आले. वेगवान शहरीकरणाच्या युगात झाडे केवळ शोभेची वस्तू नसून त्यांचे संगोपन, संवर्धन आणि व्यवस्थापन हे शास्त्र आहे, हे पटवून देण्यासाठी आर्बोरिकल्चर सोसायटी ऑफ इंडिया (एटीआयसी २०२६) या आंतरराष्ट्रीय परिषदेचे आयोजन करण्यात आले. ७ आणि ८ फेब्रुवारी, २०२६ रोजी ही परिषद झाली. जगभरातील तज्ज्ञ, संशोधक, वृक्षप्रेमी या परिषदेत सहभागी झाले होते. शहरी हरित आच्छादन वाढविण्याच्या दृष्टीने विविध सत्रांमध्ये मंथन करण्यात आले. अमेरिकेतील डी केअर असोसिएशन (एटीआयसी) आणि महाराष्ट्र शासनाच्या वतीने तज्ज्ञांचे सत्कार करण्यात आले.	[561, 1388, 887, 1818]
edition-date: मुंबई, १० फेब्रुवारी २०२६	[53, 34, 191, 54]
historic-center-headline: शिवरायांपासून प्रत्येक पिढीला मिळाली प्रेरणा	[608, 2038, 875, 2085]
brand-block	[674, 23, 827, 65]
magenta-dot	[886, 2433, 898, 2445]
workshop-list	[23, 1445, 235, 1578]
chart-title-pre: जत्रोत्सवासाठी	[662, 502, 726, 517]
cmyk-strip	[1484, 2391, 1492, 2436]
lead-subhead: दीड दिवसाच्या यात्रेसाठी कोकण दुमदुमले; देवीच्या संकेतानुसार यात्रेची तारीख ठरते	[23, 156, 721, 183]
chart-title-number: १३५	[671, 524, 716, 555]
cyan-dot	[1391, 2433, 1402, 2445]
magenta-dot	[1407, 2433, 1419, 2445]
sub-article-headline: गीतेच्या पंधराव्या अध्यायाचे पठण	[1107, 451, 1388, 479]
page-number: 2	[23, 23, 42, 64]
rang-content-row	[1175, 1195, 1478, 1343]
lead-headline-highlight: गर्दी	[571, 85, 661, 144]
features-headline: आंगणेवाडी यात्रेची खास आकर्षणे, परंपरा	[232, 509, 535, 532]
brand-divider	[757, 30, 759, 57]
volunteers-body: यात्रेतील नियोजनात यंदा काही बदल करण्यात आले आहेत. भाविकांना दर्शन सुलभ व्हावे यासाठी नऊ स्वतंत्र दर्शन रांगांची व्यवस्था करण्यात आली असून ७०० स्वयंसेवक तैनात करण्यात आले आहेत. महिला, ज्येष्ठ नागरिक आणि दिव्यांगांसाठी स्वतंत्र रांगा ठेवण्यात आल्या आहेत. पोलिस यंत्रणाही मोठ्या संख्येने बंदोबस्तासाठी नेमण्यात आली असून सीसीटीव्ही यंत्रणेद्वारे संपूर्ण परिसरावर नजर ठेवण्यात येत आहे. यात्रेतील नियोजनात यंदा काही बदल करण्यात आले आहेत. भाविकांना दर्शन सुलभ व्हावे यासाठी नऊ स्वतंत्र दर्शन रांगांची व्यवस्था करण्यात आली असून ७०० स्वयंसेवक तैनात करण्यात आले आहेत. महिला, ज्येष्ठ नागरिक आणि दिव्यांगांसाठी स्वतंत्र रांगा ठेवण्यात आल्या आहेत. पोलिस यंत्रणाही मोठ्या संख्येने बंदोबस्तासाठी नेमण्यात आली असून सीसीटीव्ही यंत्रणेद्वारे संपूर्ण परिसरावर नजर ठेवण्यात येत आहे.	[637, 242, 822, 438]
swachh-tail2: आरोग्य रक्षणासाठी परिसर स्वच्छ असावा लागतो, हे या उपक्रमातून मुलांनी नागरिकांना दाखवून दिले. आरोग्य रक्षणासाठी परिसर स्वच्छ असावा लागतो, हे या उपक्रमातून मुलांनी नागरिकांना दाखवून दिले. आरोग्य रक्षणासाठी परिसर स्वच्छ असावा लागतो, हे या उपक्रमातून मुलांनी नागरिकांना दाखवून दिले.	[1175, 1707, 1478, 1780]
bar-value-label: ४	[920, 569, 929, 587]
registration-dots	[1391, 2433, 1451, 2445]
historic-article	[23, 1925, 882, 2422]
arbo-body	[561, 1388, 887, 1839]
youtube-icon: ▶	[1329, 34, 1348, 53]
features-body: महोत्सवाविषयी नैवेद्य: आंगणे कुटुंबियांच्या महिला वर्षानुवर्षे परंपरेने देवीला गाऱ्हाणे घालून नैवेद्य दाखवतात; त्यानंतरच जत्रोत्सवाला प्रारंभ होतो. मंडळाचे नाटक: प्रतिवर्षीप्रमाणे यंदाही स्थानिक कलाकारांची नाट्यसेवा सादर होणार आहे. दर्शनरांगा, महाप्रसाद आणि विविध धार्मिक विधी हे या यात्रेचे मुख्य आकर्षण असते. भाविकांच्या सोयीसाठी मंडपात खास व्यवस्था करण्यात आली आहे. राज्याच्या कानाकोपऱ्यांतून खासगी वाहनांनीही भाविक दाखल होत असतात. महोत्सवाविषयी नैवेद्य: आंगणे कुटुंबियांच्या महिला वर्षानुवर्षे परंपरेने देवीला गाऱ्हाणे घालून नैवेद्य दाखवतात; त्यानंतरच जत्रोत्सवाला प्रारंभ होतो. मंडळाचे नाटक: प्रतिवर्षीप्रमाणे यंदाही स्थानिक कलाकारांची नाट्यसेवा सादर होणार आहे. दर्शनरांगा, महाप्रसाद आणि विविध धार्मिक विधी हे या यात्रेचे मुख्य आकर्षण असते. भाविकांच्या सोयीसाठी मंडपात खास व्यवस्था करण्यात आली आहे. राज्याच्या कानाकोपऱ्यांतून खासगी वाहनांनीही भाविक दाखल होत असतात.	[232, 539, 493, 735]
quote-attribution: -समर्थ बापूजे, सामाजिक कार्यकर्ते	[1203, 1610, 1319, 1621]
rang-body-text: बदलापूर शहरातील हेंद्रेपाडा परिसरात आयोजित चित्रकला स्पर्धेत शालेय विद्यार्थ्यांनी मोठ्या संख्येने सहभाग घेतला. चिमुकल्यांनी रंगांची उधळण करीत आरोग्य, पर्यावरण आणि स्वच्छतेचा संदेश दिला. विविध विषयांवरील सुरेख चित्रांनी सर्वांचे लक्ष वेधून घेतले.	[1363, 1207, 1478, 1305]
list-item-text: राष्ट्रीय नाट्य विद्यालय, भारत सरकार आणि सांस्कृतिक कार्य विभाग: भरत रंग महोत्सव, स्थळ: रवींद्र नाट्य मंदिर, प्रभादेवी पश्चिम, १३ फेब्रुवारीपर्यंत. वेळ: सायंकाळी ६.	[36, 1225, 235, 1263]
chart-title-mid: जादा	[637, 534, 668, 553]
article-body-text: ठाणे येथील परमपूज्य स्वामी चिन्मयानंद यांनी स्थापन केलेल्या चिन्मय मिशनच्या ठाणे केंद्रामध्ये गुरुपादुका पूजन सोहळा मोठ्या भक्तिभावाने व पारंपरिक पद्धतीने संपन्न झाला. या महोत्सवासाठी संपूर्ण जागेचा परिसर सुंदर फुलांनी सजविण्यात आला होता. भारतातील चिन्मय मिशनच्या सर्व केंद्रांमध्ये ३०० हून अधिक ठिकाणी गुरुपादुका पूजन आयोजित करण्यात आले होते. श्रीमद्भगवद्गीतेचे महत्त्व पटवून देण्यासाठी चिन्मय मिशनच्या वतीने विविध उपक्रम राबविण्यात येतात. ठाणे येथील परमपूज्य स्वामी चिन्मयानंद यांनी स्थापन केलेल्या चिन्मय मिशनच्या ठाणे केंद्रामध्ये गुरुपादुका पूजन सोहळा मोठ्या भक्तिभावाने व पारंपरिक पद्धतीने संपन्न झाला. या महोत्सवासाठी संपूर्ण जागेचा परिसर सुंदर फुलांनी सजविण्यात आला होता. भारतातील चिन्मय मिशनच्या सर्व केंद्रांमध्ये ३०० हून अधिक ठिकाणी गुरुपादुका पूजन आयोजित करण्यात आले होते. श्रीमद्भगवद्गीतेचे महत्त्व पटवून देण्यासाठी चिन्मय मिशनच्या वतीने विविध उपक्रम राबविण्यात येतात.	[1018, 196, 1317, 416]
bar-value-label: १५	[781, 499, 798, 517]
article-body	[1018, 196, 1317, 429]
chart-bar	[904, 570, 946, 654]
list-item	[23, 1272, 235, 1298]
kalyan-headline: कल्याण : स्वराज्य मित्र मंडळातर्फे उपक्रम	[909, 757, 1112, 815]
bus-chart	[637, 500, 991, 733]
jobs-kicker: युवा शक्ती फाउंडेशन यांच्या संयुक्त विद्यमाने आयोजित	[341, 761, 723, 784]
list-item-text: बॉलिवूड अंताक्षरी : प्लॉट क्रमांक ७९९, न्यू लिंक रोड, डीएन नगर, अंधेरी पश्चिम. वेळ: रात्री ८.	[36, 1272, 235, 1297]
chart-bar	[858, 547, 900, 639]
jobs-body	[250, 903, 635, 1090]
bar-category-label: कुडाळ-आंगणेवाडी	[768, 637, 810, 644]
police-body: भाविक ‘गण गण गणात बोते’ या नामाचा जप करीत दर्शन रांगेत उभे होते. गर्दीवर नियंत्रण ठेवण्यासाठी पोलिस प्रशासनाने शहरात चोख बंदोबस्त ठेवला होता. महिलांसाठी व ज्येष्ठ नागरिकांसाठी स्वतंत्र दर्शन रांगेची व्यवस्था करण्यात आली होती.	[1053, 2306, 1270, 2354]
social-icons	[1262, 34, 1370, 53]
bar-rect	[824, 541, 845, 619]
ramai-photo	[1326, 757, 1478, 875]
yellow-dot	[903, 2433, 914, 2445]
dateline: मुंबई, नवराष्ट्र न्यूज नेटवर्क.	[1033, 196, 1141, 208]
divider	[242, 757, 243, 1907]
middle-band	[23, 757, 1478, 1907]
historic-side-column	[23, 2037, 183, 2418]
police-subhead: पोलिस प्रशासनाचा शहरात चोख बंदोबस्त	[1053, 2260, 1250, 2301]
speaker-photo	[193, 2037, 597, 2293]
kalyan-subhead: त्यागाची माहिती देणारा पावनखिंड देखावा	[909, 823, 1156, 879]
list-item	[23, 1120, 235, 1172]
